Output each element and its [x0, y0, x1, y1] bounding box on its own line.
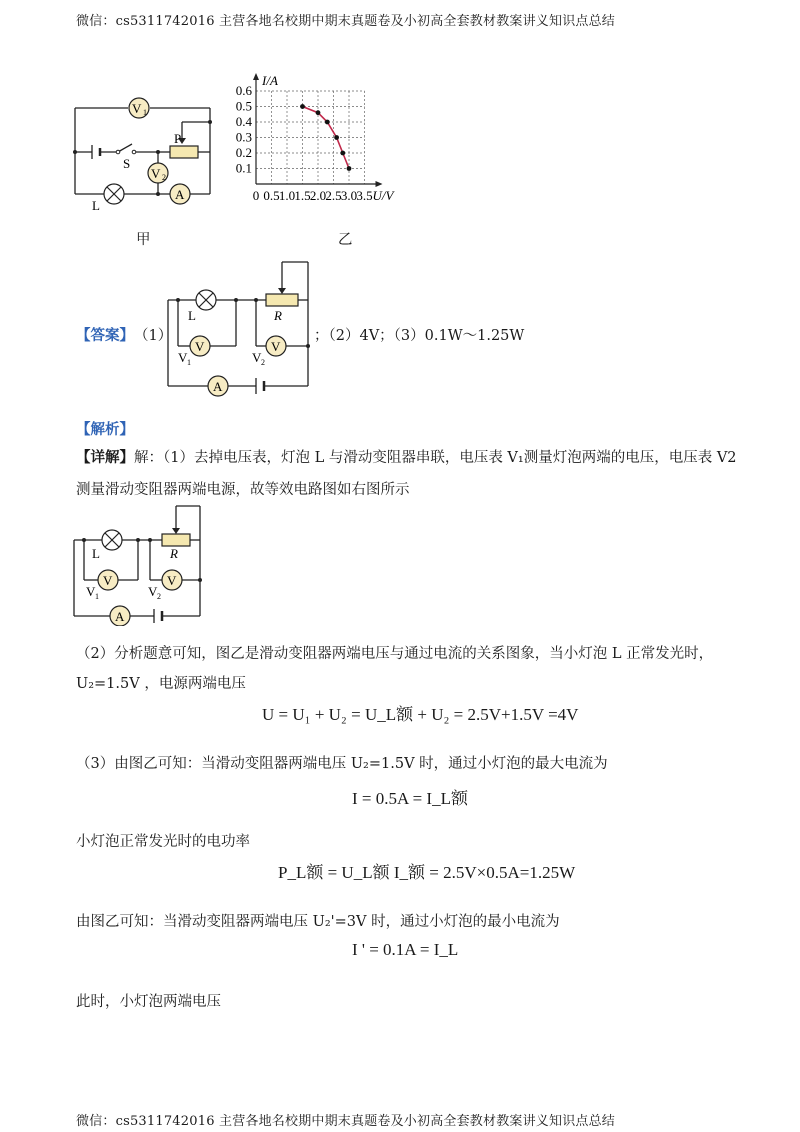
- svg-text:1: 1: [95, 592, 99, 601]
- detail-line-2: 测量滑动变阻器两端电源，故等效电路图如右图所示: [76, 482, 410, 498]
- answer-part1: （1）: [134, 328, 173, 344]
- circuit-diagram-jia: [70, 86, 220, 211]
- svg-text:V: V: [86, 584, 96, 599]
- page-header: 微信：cs5311742016 主营各地名校期中期末真题卷及小初高全套教材教案讲义知识点总结: [76, 14, 615, 29]
- svg-text:V: V: [167, 573, 177, 588]
- figure-label-yi: 乙: [338, 232, 353, 248]
- answer-circuit: [160, 258, 316, 400]
- figure-label-jia: 甲: [136, 232, 151, 248]
- power-line: 小灯泡正常发光时的电功率: [76, 834, 250, 850]
- detail-line-1: 【详解】解：（1）去掉电压表，灯泡 L 与滑动变阻器串联，电压表 V₁测量灯泡两端的电压，电压表 V2: [76, 449, 737, 466]
- svg-text:V: V: [195, 339, 205, 354]
- y-axis-arrow: [253, 73, 259, 80]
- svg-text:R: R: [170, 546, 178, 561]
- lamp-l-label: L: [92, 198, 100, 211]
- part3-line-1: （3）由图乙可知：当滑动变阻器两端电压 U₂=1.5V 时，通过小灯泡的最大电流为: [76, 756, 608, 772]
- v1-label: V: [132, 101, 142, 116]
- y-tick-label: 0.5: [235, 98, 252, 114]
- x-tick-label: 0: [252, 188, 260, 203]
- v2-label: V: [151, 166, 161, 181]
- svg-text:2: 2: [157, 592, 161, 601]
- formula-max-current: I = 0.5A = I_L额: [352, 789, 468, 808]
- ammeter-label: A: [175, 187, 185, 202]
- data-point: [325, 120, 330, 125]
- svg-text:1: 1: [187, 358, 191, 367]
- svg-text:V: V: [103, 573, 113, 588]
- svg-text:1: 1: [143, 108, 147, 117]
- x-tick-label: 1.5: [294, 188, 311, 203]
- y-tick-label: 0.2: [235, 145, 252, 160]
- y-tick-label: 0.6: [235, 83, 252, 98]
- graph-yi: [230, 60, 470, 226]
- svg-text:V: V: [252, 350, 262, 365]
- formula-source-voltage: U = U₁ + U₂ = U_L额 + U₂ = 2.5V+1.5V =4V: [262, 705, 579, 724]
- lamp-icon: [104, 184, 124, 204]
- x-tick-label: 1.0: [278, 188, 296, 203]
- x-tick-label: 0.5: [263, 188, 280, 203]
- slider-p-label: P: [174, 131, 182, 146]
- switch-s-label: S: [123, 156, 131, 171]
- svg-text:A: A: [115, 609, 125, 624]
- analysis-label: 【解析】: [76, 421, 134, 438]
- equivalent-circuit: [66, 500, 216, 626]
- data-point: [334, 135, 339, 140]
- rheostat-icon: [266, 294, 298, 306]
- svg-text:L: L: [92, 546, 100, 561]
- last-line: 此时，小灯泡两端电压: [76, 994, 221, 1010]
- y-tick-label: 0.4: [235, 114, 252, 129]
- min-current-line: 由图乙可知：当滑动变阻器两端电压 U₂'=3V 时，通过小灯泡的最小电流为: [76, 914, 560, 930]
- x-axis-label: U/V: [372, 188, 394, 203]
- data-point: [340, 151, 345, 156]
- lamp-l-label: L: [188, 308, 196, 323]
- part2-line-2: U₂=1.5V ，电源两端电压: [76, 676, 246, 692]
- data-point: [300, 104, 305, 109]
- formula-min-current: I ' = 0.1A = I_L: [352, 940, 459, 959]
- page-footer: 微信：cs5311742016 主营各地名校期中期末真题卷及小初高全套教材教案讲义知识点总结: [76, 1114, 615, 1129]
- lamp-icon: [196, 290, 216, 310]
- answer-rest: ；（2）4V；（3）0.1W～1.25W: [314, 328, 525, 344]
- answer-label: 【答案】: [76, 327, 134, 344]
- svg-text:2: 2: [261, 358, 265, 367]
- svg-text:V: V: [271, 339, 281, 354]
- y-tick-label: 0.3: [235, 129, 252, 145]
- data-point: [347, 166, 352, 171]
- data-point: [316, 110, 321, 115]
- part2-line-1: （2）分析题意可知，图乙是滑动变阻器两端电压与通过电流的关系图象，当小灯泡 L 正常发光时，: [76, 646, 714, 662]
- rheostat-r-label: R: [274, 308, 282, 323]
- x-tick-label: 3.0: [340, 188, 358, 203]
- svg-text:A: A: [213, 379, 223, 394]
- formula-power: P_L额 = U_L额 I_额 = 2.5V×0.5A=1.25W: [278, 863, 576, 882]
- rheostat-icon: [162, 534, 190, 546]
- x-tick-label: 2.0: [309, 188, 327, 203]
- x-axis-arrow: [376, 181, 383, 187]
- svg-text:V: V: [178, 350, 188, 365]
- x-tick-label: 3.5: [356, 188, 373, 203]
- y-axis-label: I/A: [262, 73, 278, 88]
- x-tick-label: 2.5: [325, 188, 342, 203]
- lamp-icon: [102, 530, 122, 550]
- y-tick-label: 0.1: [235, 160, 252, 176]
- svg-text:V: V: [148, 584, 158, 599]
- svg-text:2: 2: [162, 173, 166, 182]
